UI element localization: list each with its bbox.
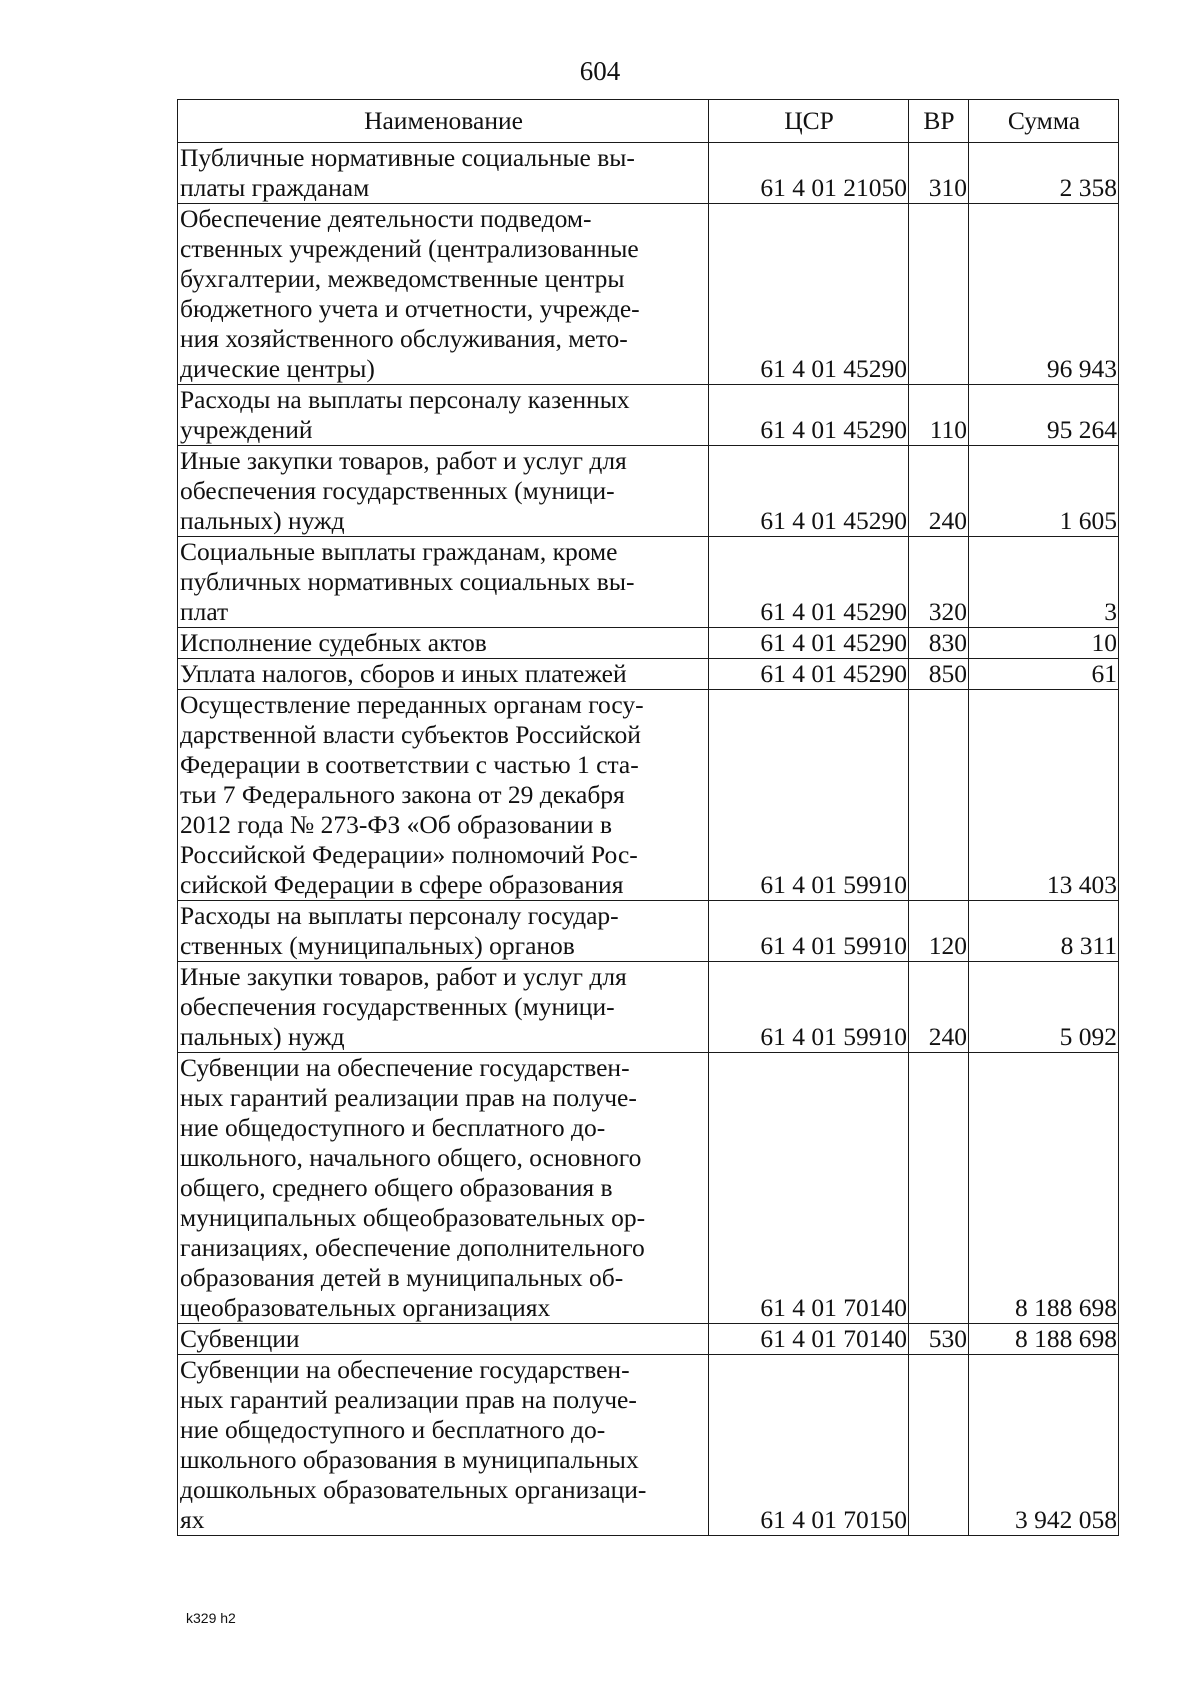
budget-table	[177, 99, 1119, 1536]
row-name: Осуществление переданных органам госу- дарственной власти субъектов Российской Федерации в соответствии с частью 1 ста- тьи 7 Федерального закона от 29 декабря 2012 года № 273-ФЗ «Об образовании в Российской Федерации» полномочий Рос- сийской Федерации в сфере образования	[178, 690, 709, 901]
table-header-row	[178, 100, 1119, 143]
table-row	[178, 446, 1119, 537]
row-name: Субвенции на обеспечение государствен- ных гарантий реализации прав на получе- ние общедоступного и бесплатного до- школьного образования в муниципальных дошкольных образовательных организаци- ях	[178, 1355, 709, 1536]
row-sum: 13 403	[969, 690, 1119, 901]
row-sum: 5 092	[969, 962, 1119, 1053]
header-csr: ЦСР	[709, 100, 909, 143]
row-name: Обеспечение деятельности подведом- ственных учреждений (централизованные бухгалтерии, межведомственные центры бюджетного учета и отчетности, учрежде- ния хозяйственного обслуживания, мето- дические центры)	[178, 204, 709, 385]
row-sum: 8 188 698	[969, 1053, 1119, 1324]
row-vr	[909, 204, 969, 385]
row-csr: 61 4 01 70150	[709, 1355, 909, 1536]
header-sum: Сумма	[969, 100, 1119, 143]
row-vr: 240	[909, 446, 969, 537]
row-name: Расходы на выплаты персоналу государ- ственных (муниципальных) органов	[178, 901, 709, 962]
table-row	[178, 628, 1119, 659]
table-row	[178, 1053, 1119, 1324]
row-sum: 2 358	[969, 143, 1119, 204]
footer-code: k329 h2	[186, 1610, 236, 1626]
row-vr: 110	[909, 385, 969, 446]
row-csr: 61 4 01 45290	[709, 204, 909, 385]
row-csr: 61 4 01 45290	[709, 659, 909, 690]
row-name: Иные закупки товаров, работ и услуг для обеспечения государственных (муници- пальных) нужд	[178, 446, 709, 537]
row-csr: 61 4 01 45290	[709, 446, 909, 537]
row-name: Социальные выплаты гражданам, кроме публичных нормативных социальных вы- плат	[178, 537, 709, 628]
row-sum: 1 605	[969, 446, 1119, 537]
table-row	[178, 385, 1119, 446]
row-vr: 530	[909, 1324, 969, 1355]
row-name: Расходы на выплаты персоналу казенных учреждений	[178, 385, 709, 446]
row-sum: 95 264	[969, 385, 1119, 446]
row-vr	[909, 1053, 969, 1324]
row-csr: 61 4 01 45290	[709, 385, 909, 446]
row-csr: 61 4 01 45290	[709, 537, 909, 628]
table-row	[178, 962, 1119, 1053]
row-sum: 8 311	[969, 901, 1119, 962]
row-name: Субвенции на обеспечение государствен- ных гарантий реализации прав на получе- ние общедоступного и бесплатного до- школьного, начального общего, основного общего, среднего общего образования в муниципальных общеобразовательных ор- ганизациях, обеспечение дополнительного образования детей в муниципальных об- щеобразовательных организациях	[178, 1053, 709, 1324]
row-vr: 850	[909, 659, 969, 690]
row-sum: 10	[969, 628, 1119, 659]
header-vr: ВР	[909, 100, 969, 143]
row-csr: 61 4 01 59910	[709, 901, 909, 962]
row-vr: 320	[909, 537, 969, 628]
row-sum: 61	[969, 659, 1119, 690]
row-sum: 3	[969, 537, 1119, 628]
table-row	[178, 1324, 1119, 1355]
table-row	[178, 690, 1119, 901]
row-name: Субвенции	[178, 1324, 709, 1355]
table-row	[178, 537, 1119, 628]
row-vr	[909, 690, 969, 901]
row-vr: 830	[909, 628, 969, 659]
row-csr: 61 4 01 70140	[709, 1324, 909, 1355]
row-vr	[909, 1355, 969, 1536]
row-sum: 96 943	[969, 204, 1119, 385]
table-row	[178, 659, 1119, 690]
row-name: Иные закупки товаров, работ и услуг для обеспечения государственных (муници- пальных) нужд	[178, 962, 709, 1053]
row-name: Публичные нормативные социальные вы- платы гражданам	[178, 143, 709, 204]
row-csr: 61 4 01 21050	[709, 143, 909, 204]
page-number: 604	[579, 56, 621, 86]
table-row	[178, 204, 1119, 385]
table-row	[178, 901, 1119, 962]
row-csr: 61 4 01 45290	[709, 628, 909, 659]
table-row	[178, 143, 1119, 204]
row-csr: 61 4 01 70140	[709, 1053, 909, 1324]
table-row	[178, 1355, 1119, 1536]
row-csr: 61 4 01 59910	[709, 962, 909, 1053]
row-sum: 8 188 698	[969, 1324, 1119, 1355]
row-vr: 310	[909, 143, 969, 204]
row-sum: 3 942 058	[969, 1355, 1119, 1536]
row-name: Исполнение судебных актов	[178, 628, 709, 659]
row-vr: 120	[909, 901, 969, 962]
header-name: Наименование	[178, 100, 709, 143]
row-csr: 61 4 01 59910	[709, 690, 909, 901]
row-name: Уплата налогов, сборов и иных платежей	[178, 659, 709, 690]
row-vr: 240	[909, 962, 969, 1053]
